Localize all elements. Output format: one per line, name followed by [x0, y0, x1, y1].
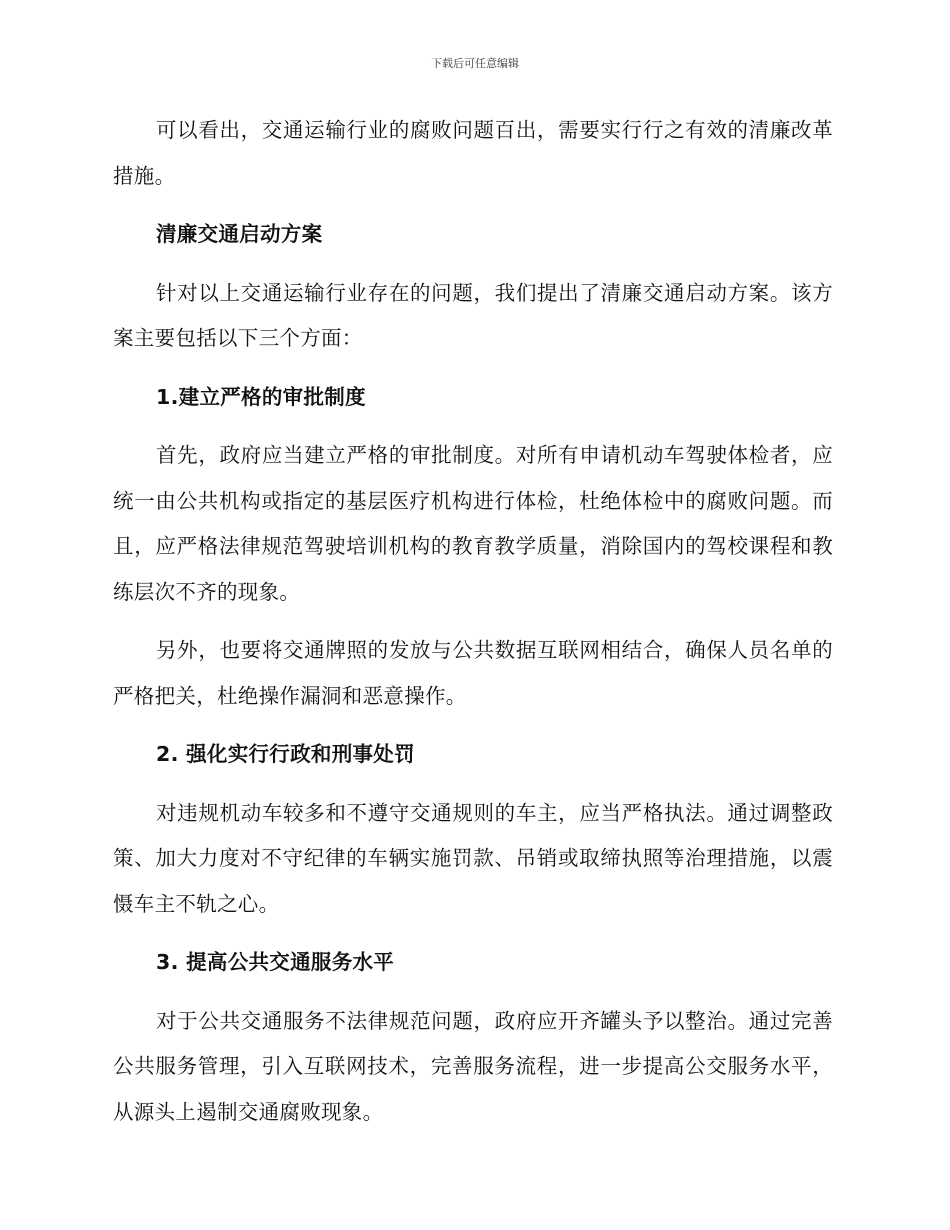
intro-paragraph: 可以看出，交通运输行业的腐败问题百出，需要实行行之有效的清廉改革措施。 [113, 118, 833, 188]
overview-paragraph: 针对以上交通运输行业存在的问题，我们提出了清廉交通启动方案。该方案主要包括以下三个方面： [113, 280, 833, 350]
section-3-heading: 3. 提高公共交通服务水平 [156, 950, 395, 974]
section-3-paragraph-1: 对于公共交通服务不法律规范问题，政府应开齐罐头予以整治。通过完善公共服务管理，引入互联网技术，完善服务流程，进一步提高公交服务水平，从源头上遏制交通腐败现象。 [113, 1008, 833, 1124]
section-1-heading: 1.建立严格的审批制度 [156, 384, 366, 409]
document-body [113, 108, 833, 1148]
section-2-heading: 2. 强化实行行政和刑事处罚 [156, 742, 415, 766]
section-1-paragraph-2: 另外，也要将交通牌照的发放与公共数据互联网相结合，确保人员名单的严格把关，杜绝操作漏洞和恶意操作。 [113, 638, 833, 708]
main-heading: 清廉交通启动方案 [156, 222, 323, 246]
section-2-paragraph-1: 对违规机动车较多和不遵守交通规则的车主，应当严格执法。通过调整政策、加大力度对不守纪律的车辆实施罚款、吊销或取缔执照等治理措施，以震慑车主不轨之心。 [113, 800, 833, 916]
section-1-paragraph-1: 首先，政府应当建立严格的审批制度。对所有申请机动车驾驶体检者，应统一由公共机构或指定的基层医疗机构进行体检，杜绝体检中的腐败问题。而且，应严格法律规范驾驶培训机构的教育教学质量，消除国内的驾校课程和教练层次不齐的现象。 [113, 443, 833, 604]
page-header-note: 下载后可任意编辑 [431, 57, 519, 70]
